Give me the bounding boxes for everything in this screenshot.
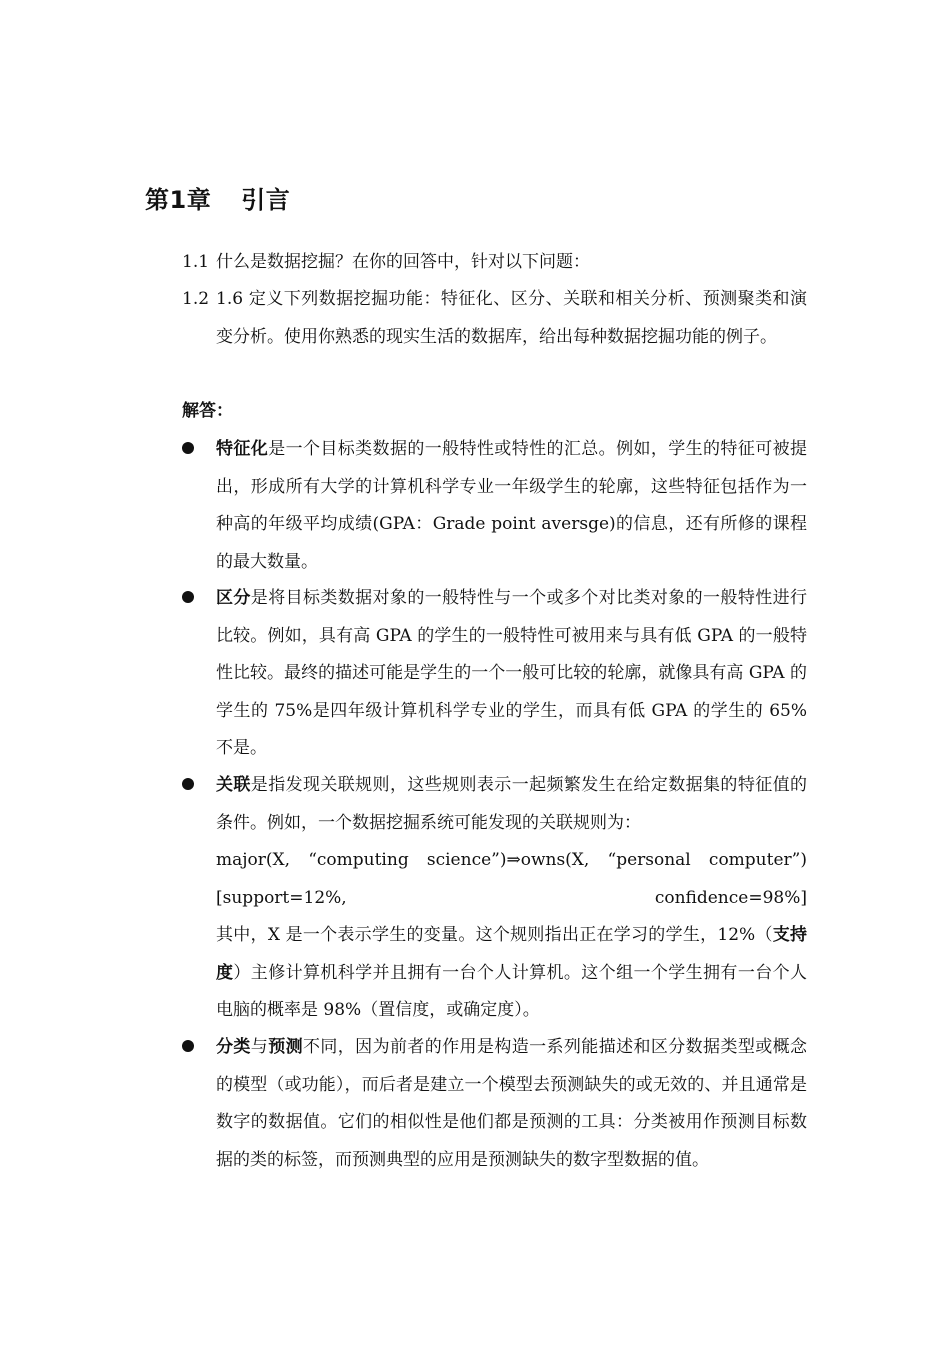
question-number: 1.1	[182, 252, 210, 272]
association-explanation-a: 其中，X 是一个表示学生的变量。这个规则指出正在学习的学生，12%（	[216, 925, 773, 945]
rule-support: [support=12%,	[216, 887, 347, 908]
question-text: 什么是数据挖掘？在你的回答中，针对以下问题：	[216, 252, 590, 272]
conjunction: 与	[250, 1037, 269, 1057]
bullet-dot-icon	[182, 1040, 194, 1052]
question-number: 1.2	[182, 289, 210, 309]
term-discrimination: 区分	[216, 588, 251, 608]
chapter-title: 引言	[241, 186, 291, 214]
bullet-association	[182, 767, 807, 1030]
term-association: 关联	[216, 775, 251, 795]
bullet-text	[216, 580, 807, 768]
rule-part: computer”)	[708, 850, 807, 870]
question-text: 1.6 定义下列数据挖掘功能：特征化、区分、关联和相关分析、预测聚类和演变分析。使用你熟悉的现实生活的数据库，给出每种数据挖掘功能的例子。	[216, 289, 807, 347]
classification-text: 不同，因为前者的作用是构造一系列能描述和区分数据类型或概念的模型（或功能），而后者是建立一个模型去预测缺失的或无效的、并且通常是数字的数据值。它们的相似性是他们都是预测的工具：分类被用作预测目标数据的类的标签，而预测典型的应用是预测缺失的数字型数据的值。	[216, 1037, 808, 1170]
chapter-number: 第1章	[145, 186, 212, 214]
bullet-text	[216, 1029, 807, 1179]
answer-label: 解答：	[182, 401, 233, 421]
bullet-dot-icon	[182, 591, 194, 603]
discrimination-text: 是将目标类数据对象的一般特性与一个或多个对比类对象的一般特性进行比较。例如，具有高 GPA 的学生的一般特性可被用来与具有低 GPA 的一般特性比较。最终的描述可能是学生的一个一般可比较的轮廓，就像具有高 GPA 的学生的 75%是四年级计算机科学专业的学生，而具有低 GPA 的学生的 65%不是。	[216, 588, 808, 758]
chapter-heading	[145, 180, 290, 215]
rule-part: “personal	[607, 850, 691, 870]
question-1-1	[182, 244, 807, 282]
term-characterization: 特征化	[216, 439, 269, 459]
bullet-discrimination	[182, 580, 807, 768]
characterization-text: 是一个目标类数据的一般特性或特性的汇总。例如，学生的特征可被提出，形成所有大学的计算机科学专业一年级学生的轮廓，这些特征包括作为一种高的年级平均成绩(GPA：Grade point aversge)的信息，还有所修的课程的最大数量。	[216, 439, 808, 572]
bullet-text	[216, 767, 807, 1030]
bullet-classification-prediction	[182, 1029, 807, 1179]
bullet-dot-icon	[182, 442, 194, 454]
question-1-2	[182, 281, 807, 356]
bullet-text	[216, 431, 807, 581]
term-prediction: 预测	[268, 1037, 303, 1057]
term-classification: 分类	[216, 1037, 251, 1057]
bullet-dot-icon	[182, 778, 194, 790]
association-text: 是指发现关联规则，这些规则表示一起频繁发生在给定数据集的特征值的条件。例如，一个数据挖掘系统可能发现的关联规则为：	[216, 775, 808, 833]
term-support: 支持度	[216, 925, 808, 983]
association-rule-metrics	[216, 880, 807, 918]
rule-part: major(X,	[216, 850, 291, 870]
association-rule	[216, 842, 807, 880]
bullet-characterization	[182, 431, 807, 581]
rule-part: “computing	[308, 850, 409, 870]
rule-part: science”)⇒owns(X,	[426, 850, 590, 870]
rule-confidence: confidence=98%]	[654, 887, 807, 908]
association-explanation-b: ）主修计算机科学并且拥有一台个人计算机。这个组一个学生拥有一台个人电脑的概率是 98%（置信度，或确定度）。	[216, 962, 808, 1020]
